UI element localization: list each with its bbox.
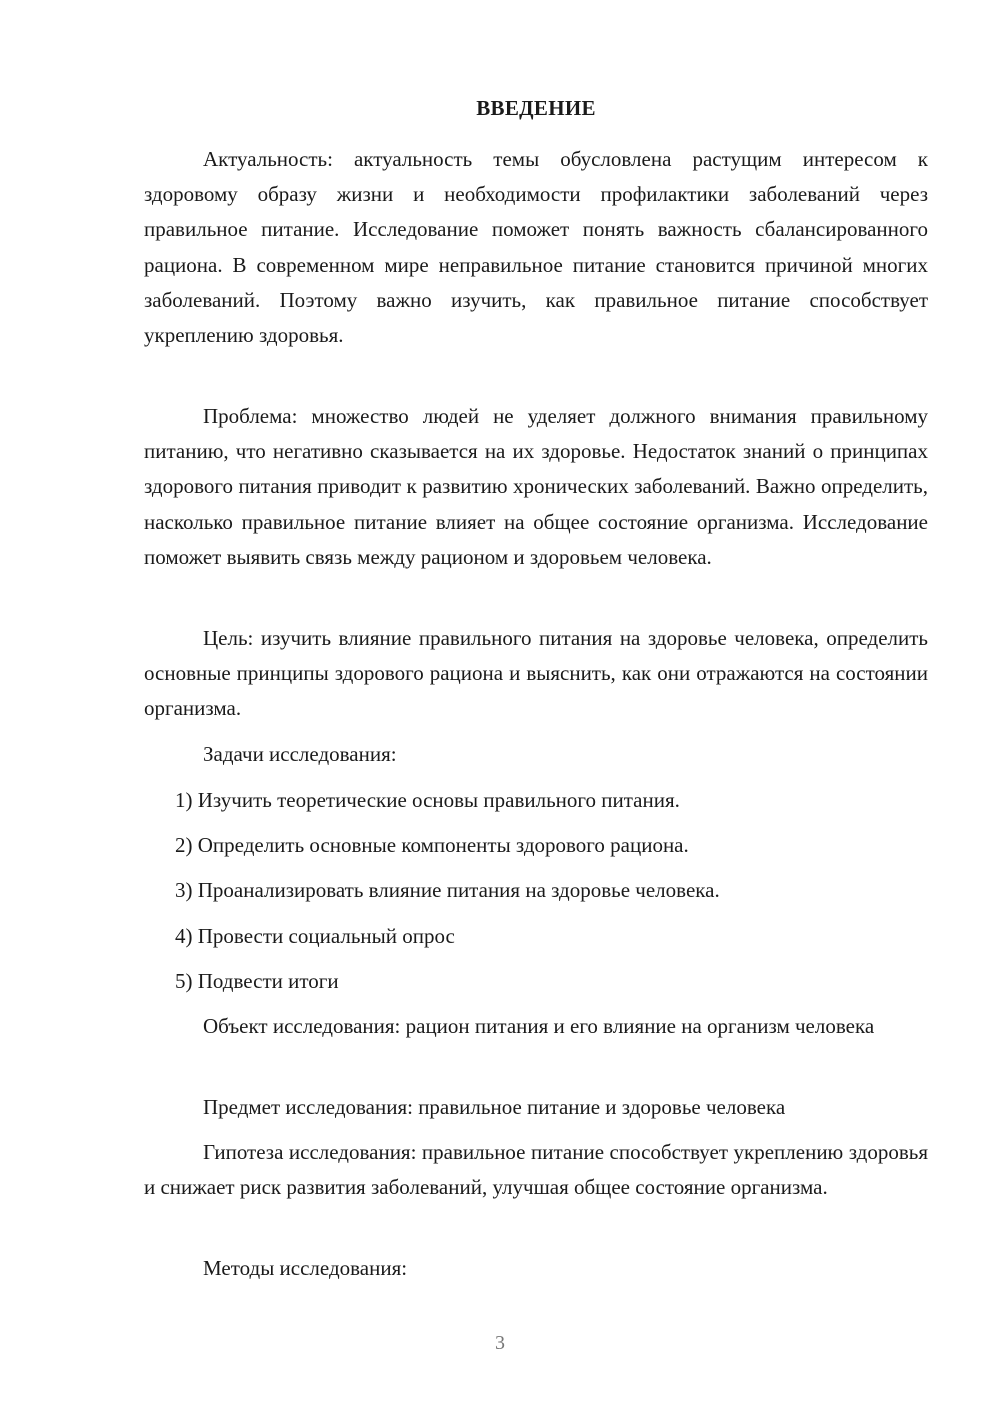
object-paragraph: Объект исследования: рацион питания и его влияние на организм человека xyxy=(203,1014,875,1038)
section-title: ВВЕДЕНИЕ xyxy=(476,96,596,120)
task-item: 1) Изучить теоретические основы правильного питания. xyxy=(175,788,680,812)
tasks-heading: Задачи исследования: xyxy=(203,742,397,766)
relevance-paragraph: Актуальность: актуальность темы обусловлена растущим интересом к здоровому образу жизни и необходимости профилактики заболеваний через правильное питание. Исследование поможет понять важность сбалансированного рациона. В современном мире неправильное питание становится причиной многих заболеваний. Поэтому важно изучить, как правильное питание способствует укреплению здоровья. xyxy=(144,147,928,348)
problem-paragraph: Проблема: множество людей не уделяет должного внимания правильному питанию, что негативно сказывается на их здоровье. Недостаток знаний о принципах здорового питания приводит к развитию хронических заболеваний. Важно определить, насколько правильное питание влияет на общее состояние организма. Исследование поможет выявить связь между рационом и здоровьем человека. xyxy=(144,404,928,569)
hypothesis-paragraph: Гипотеза исследования: правильное питание способствует укреплению здоровья и снижает риск развития заболеваний, улучшая общее состояние организма. xyxy=(144,1140,928,1200)
methods-heading: Методы исследования: xyxy=(203,1256,408,1280)
task-item: 2) Определить основные компоненты здорового рациона. xyxy=(175,833,689,857)
task-item: 3) Проанализировать влияние питания на здоровье человека. xyxy=(175,878,720,902)
goal-paragraph: Цель: изучить влияние правильного питания на здоровье человека, определить основные принципы здорового рациона и выяснить, как они отражаются на состоянии организма. xyxy=(144,626,928,721)
task-item: 4) Провести социальный опрос xyxy=(175,924,455,948)
task-item: 5) Подвести итоги xyxy=(175,969,339,993)
subject-paragraph: Предмет исследования: правильное питание и здоровье человека xyxy=(203,1095,786,1119)
page-number: 3 xyxy=(495,1332,505,1354)
